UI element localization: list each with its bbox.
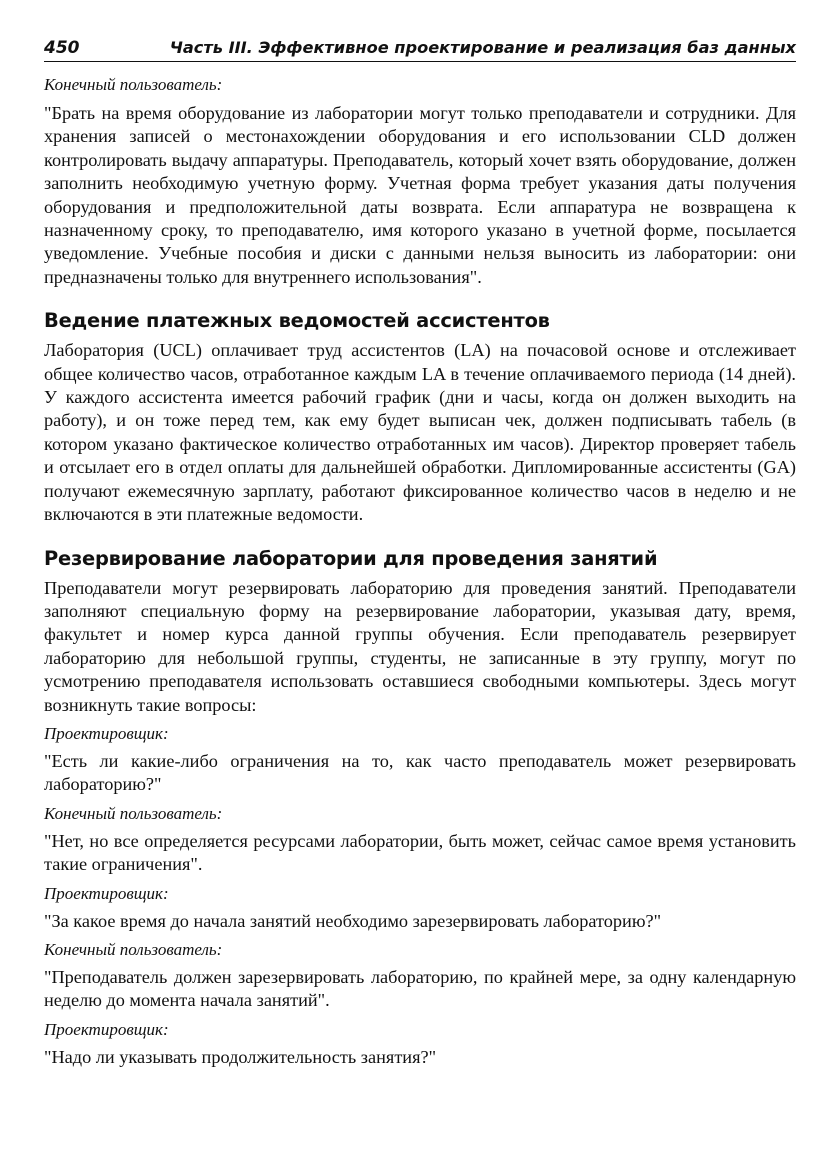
page-number: 450 <box>44 38 80 58</box>
speaker-label: Конечный пользователь: <box>44 75 223 94</box>
quote-paragraph: "Нет, но все определяется ресурсами лаборатории, быть может, сейчас самое время установить такие ограничения". <box>44 830 796 875</box>
quote-paragraph: "Преподаватель должен зарезервировать лабораторию, по крайней мере, за одну календарную неделю до момента начала занятий". <box>44 966 796 1011</box>
book-page <box>44 38 796 1069</box>
speaker-label: Проектировщик: <box>44 723 169 743</box>
speaker-label: Конечный пользователь: <box>44 803 223 823</box>
speaker-label: Проектировщик: <box>44 883 169 903</box>
speaker-label: Конечный пользователь: <box>44 939 223 959</box>
quote-paragraph: "Надо ли указывать продолжительность занятия?" <box>44 1046 437 1067</box>
quote-paragraph: "За какое время до начала занятий необходимо зарезервировать лабораторию?" <box>44 910 662 931</box>
running-header <box>44 38 796 62</box>
quote-paragraph: "Брать на время оборудование из лаборатории могут только преподаватели и сотрудники. Для хранения записей о местонахождении оборудования и его использовании CLD должен контролировать выдачу аппаратуры. Преподаватель, который хочет взять оборудование, должен заполнить необходимую учетную форму. Учетная форма требует указания даты получения оборудования и предположительной даты возврата. Если аппаратура не возвращена к назначенному сроку, то преподавателю, имя которого указано в учетной форме, посылается уведомление. Учебные пособия и диски с данными нельзя выносить из лаборатории: они предназначены только для внутреннего использования". <box>44 103 796 287</box>
section-heading: Резервирование лаборатории для проведения занятий <box>44 546 658 570</box>
section-heading: Ведение платежных ведомостей ассистентов <box>44 309 550 333</box>
body-paragraph: Лаборатория (UCL) оплачивает труд ассистентов (LA) на почасовой основе и отслеживает общее количество часов, отработанное каждым LA в течение оплачиваемого периода (14 дней). У каждого ассистента имеется рабочий график (дни и часы, когда он должен выходить на работу), и он тоже перед тем, как ему будет выписан чек, должен подписывать табель (в котором указано фактическое количество отработанных им часов). Директор проверяет табель и отсылает его в отдел оплаты для дальнейшей обработки. Дипломированные ассистенты (GA) получают ежемесячную зарплату, работают фиксированное количество часов в неделю и не включаются в эти платежные ведомости. <box>44 340 796 525</box>
running-title: Часть III. Эффективное проектирование и реализация баз данных <box>169 38 796 57</box>
quote-paragraph: "Есть ли какие-либо ограничения на то, как часто преподаватель может резервировать лабораторию?" <box>44 750 796 795</box>
speaker-label: Проектировщик: <box>44 1019 169 1039</box>
body-paragraph: Преподаватели могут резервировать лабораторию для проведения занятий. Преподаватели заполняют специальную форму на резервирование лаборатории, указывая дату, время, факультет и номер курса данной группы обучения. Если преподаватель резервирует лабораторию для небольшой группы, студенты, не записанные в эту группу, могут по усмотрению преподавателя использовать оставшиеся свободными компьютеры. Здесь могут возникнуть такие вопросы: <box>44 577 796 715</box>
